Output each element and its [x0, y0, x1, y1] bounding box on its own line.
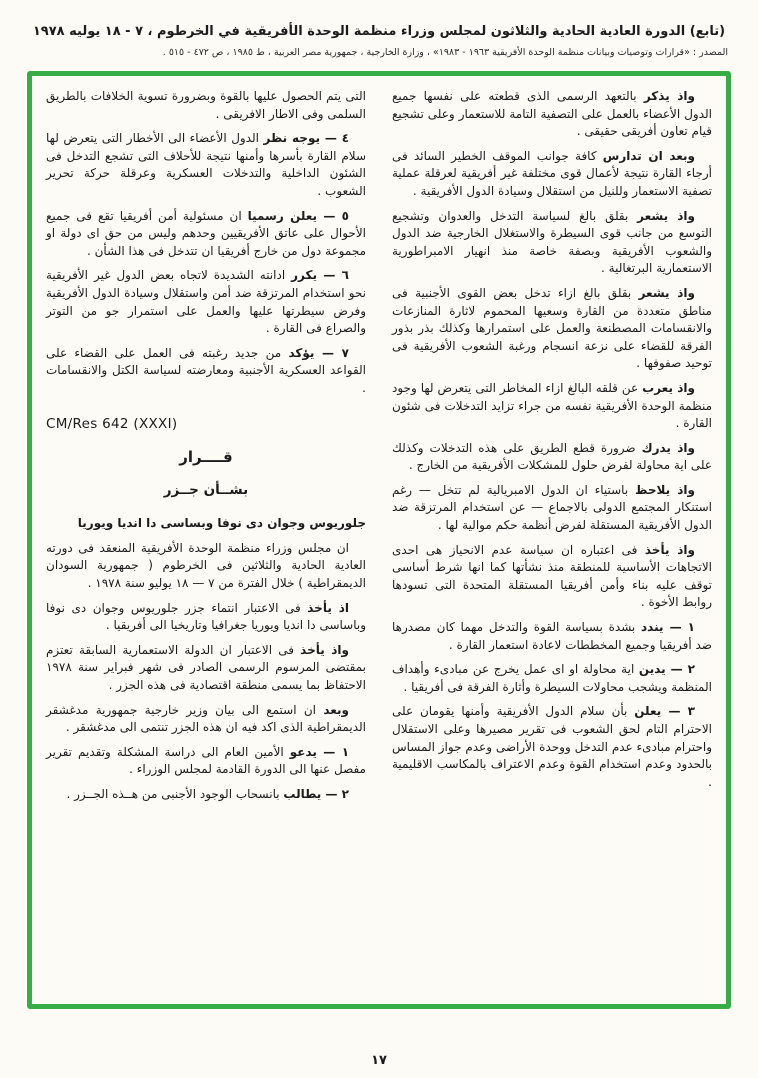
numbered-item: [46, 130, 366, 200]
paragraph-text: عن قلقه البالغ ازاء المخاطر التى يتعرض لها وجود منظمة الوحدة الأفريقية نفسه من جراء تزايد التدخلات فى شئون القارة .: [392, 380, 712, 431]
green-content-frame: [27, 71, 731, 1009]
paragraph-text: ضرورة قطع الطريق على هذه التدخلات وكذلك على اية محاولة لفرض حلول للمشكلات الأفريقية من الخارج .: [392, 440, 712, 473]
paragraph-text: الدول الأعضاء الى الأخطار التى يتعرض لها سلام القارة بأسرها وأمنها نتيجة للأحلاف التى تشجع التدخل فى الشئون الداخلية والتدخلات العسكرية وعرقلة حركة تحرير الشعوب .: [46, 131, 366, 198]
paragraph: [392, 208, 712, 278]
paragraph: [392, 88, 712, 141]
numbered-item: [392, 619, 712, 654]
paragraph-text: فى الاعتبار انتماء جزر جلوريوس وجوان دى نوفا وباساسى دا انديا ويوريا جغرافيا وتاريخيا الى أفريقيا .: [46, 600, 366, 633]
paragraph-lead: واذ يشعر: [638, 285, 695, 300]
paragraph-lead: ٦ — يكرر: [291, 268, 349, 283]
paragraph-text: الأمين العام الى دراسة المشكلة وتقديم تقرير مفصل عنها الى الدورة القادمة لمجلس الوزراء .: [46, 744, 366, 777]
paragraph: [46, 702, 366, 737]
paragraph-text: ان مجلس وزراء منظمة الوحدة الأفريقية المنعقد فى دورته العادية الحادية والثلاثين فى الخرطوم ( جمهورية السودان الديمقراطية ) خلال الفترة من ٧ — ١٨ يوليو سنة ١٩٧٨ .: [46, 540, 366, 591]
right-column: [392, 88, 712, 994]
page-number: ١٧: [371, 1053, 387, 1068]
paragraph-lead: واذ يأخذ: [300, 642, 350, 657]
paragraph: [392, 380, 712, 433]
paragraph-lead: ٢ — يطالب: [283, 787, 349, 801]
paragraph-text: كافة جوانب الموقف الخطير السائد فى أرجاء القارة نتيجة لأعمال قوى مختلفة غير أفريقية لعرقلة عملية تصفية الاستعمار وللنيل من استقلال وسيادة الدول الأفريقية .: [392, 148, 712, 198]
resolution-code: CM/Res 642 (XXXI): [46, 415, 178, 432]
page-header: [0, 0, 758, 58]
numbered-item: [392, 703, 712, 791]
paragraph-lead: واذ يشعر: [637, 208, 695, 223]
paragraph-text: بقلق بالغ ازاء تدخل بعض القوى الأجنبية فى مناطق متعددة من القارة وسعيها المحموم لاثارة المنازعات والانقسامات المصطنعة والعمل على استمرارها وكذلك بذر بذور الفرقة للقضاء على نزعة انسجام ورغبة الشعوب الأفريقية فى توحيد صفوفها .: [392, 285, 712, 371]
resolution-subheading: بشــأن جــزر: [163, 481, 249, 498]
paragraph-lead: واذ يلاحظ: [634, 482, 695, 497]
two-column-layout: [46, 88, 712, 994]
paragraph: [46, 88, 366, 123]
paragraph-lead: واذ يأخذ: [644, 542, 696, 557]
paragraph-text: ان استمع الى بيان وزير خارجية جمهورية مدغشقر الديمقراطية الذى اكد فيه ان هذه الجزر تنتمى الى مدغشقر .: [46, 702, 366, 735]
header-source: المصدر : «قرارات وتوصيات وبيانات منظمة الوحدة الأفريقية ١٩٦٣ - ١٩٨٣» ، وزارة الخارجية ، جمهورية مصر العربية ، ط ١٩٨٥ ، ص ٤٧٢ - ٥١٥ .: [162, 47, 728, 58]
paragraph-text: بأن سلام الدول الأفريقية وأمنها يقومان على الاحترام التام لحق الشعوب فى تقرير مصيرها وعلى الاستقلال واحترام مبادىء عدم التدخل ووحدة الأراضى وعدم جواز المساس بالحدود وعدم استخدام القوة وعدم الاعتراف بالمكاسب الاقليمية .: [392, 704, 712, 789]
header-title: (تابع) الدورة العادية الحادية والثلاثون لمجلس وزراء منظمة الوحدة الأفريقية في الخرطوم ، ٧ - ١٨ يوليه ١٩٧٨: [32, 24, 726, 39]
paragraph-text: باستياء ان الدول الامبريالية لم تتخل — رغم استنكار المجتمع الدولى بالاجماع — عن استخدام المرتزقة ضد الدول الأفريقية المستقلة لفرض أنظمة حكم موالية لها .: [392, 482, 712, 533]
left-column: [46, 88, 366, 994]
paragraph: [392, 148, 712, 201]
numbered-item: [46, 208, 366, 261]
paragraph-lead: وبعد ان تدارس: [602, 148, 695, 163]
paragraph-text: التى يتم الحصول عليها بالقوة وبضرورة تسوية الخلافات بالطريق السلمى وفى الاطار الافريقى .: [46, 89, 366, 121]
paragraph-text: ان مسئولية أمن أفريقيا تقع فى جميع الأحوال على عاتق الأفريقيين وحدهم وليس من حق اى دولة او مجموعة دول من خارج أفريقيا ان تتدخل فى هذا الشأن .: [46, 208, 366, 258]
paragraph: [392, 285, 712, 373]
paragraph-lead: ٧ — يؤكد: [288, 345, 349, 360]
paragraph-text: ادانته الشديدة لاتجاه بعض الدول غير الأفريقية نحو استخدام المرتزقة ضد أمن واستقلال وسيادة الدول الأفريقية وفرض سيطرتها عليها والعمل على استمرار جو من التوتر والصراع فى القارة .: [46, 268, 366, 336]
paragraph: [46, 600, 366, 635]
paragraph-lead: واذ يدرك: [641, 440, 695, 455]
paragraph-lead: ٤ — يوجه نظر: [263, 131, 350, 146]
paragraph-lead: واذ يذكر: [643, 89, 695, 103]
paragraph: [392, 542, 712, 612]
paragraph-text: اية محاولة او اى عمل يخرج عن مبادىء وأهداف المنظمة ويشجب محاولات السيطرة وأثارة الفرقة فى أفريقيا .: [392, 662, 712, 694]
paragraph-text: من جديد رغبته فى العمل على القضاء على القواعد العسكرية الأجنبية ومعارضته لسياسة الكتل والانقسامات .: [46, 345, 366, 395]
paragraph-text: بقلق بالغ لسياسة التدخل والعدوان وتشجيع التوسع من جانب قوى السيطرة والاستغلال الخارجية ضد الدول والشعوب الأفريقية وبصفة خاصة منذ انهيار الامبراطورية الاستعمارية البرتغالية .: [392, 208, 712, 276]
paragraph: [46, 642, 366, 695]
paragraph: [392, 440, 712, 475]
paragraph-text: فى الاعتبار ان الدولة الاستعمارية السابقة تعتزم بمقتضى المرسوم الرسمى الصادر فى شهر فبراير سنة ١٩٧٨ الاحتفاظ بما يسمى منطقة اقتصادية فى هذه الجزر .: [46, 642, 366, 693]
numbered-item: [392, 661, 712, 696]
paragraph-text: فى اعتباره ان سياسة عدم الانحياز هى احدى الاتجاهات الأساسية للمنطقة منذ نشأتها كما انها شرط أساسى توقف عليه بناء وأمن أفريقيا المستقلة المتحدة التى تسودها روابط الأخوة .: [392, 542, 712, 610]
paragraph: [392, 482, 712, 535]
paragraph-text: بالتعهد الرسمى الذى قطعته على نفسها جميع الدول الأعضاء بالعمل على التصفية التامة للاستعمار وعلى تشجيع قيام تعاون أفريقى حقيقى .: [392, 89, 712, 139]
paragraph-text: بانسحاب الوجود الأجنبى من هــذه الجــزر .: [66, 787, 284, 801]
paragraph-lead: ٣ — يعلن: [634, 704, 695, 719]
paragraph-lead: اذ يأخذ: [307, 600, 349, 615]
paragraph-lead: وبعد: [323, 702, 349, 717]
numbered-item: [46, 786, 366, 804]
resolution-heading: قــــرار: [179, 448, 233, 467]
paragraph-lead: ٢ — يدين: [638, 662, 695, 677]
numbered-item: [46, 267, 366, 337]
paragraph: [46, 540, 366, 593]
paragraph-lead: واذ يعرب: [642, 380, 695, 395]
numbered-item: [46, 744, 366, 779]
paragraph-lead: ١ — يندد: [640, 620, 695, 635]
resolution-subject-title: جلوريوس وجوان دى نوفا وبساسى دا انديا ويوريا: [77, 516, 366, 531]
numbered-item: [46, 345, 366, 398]
paragraph-text: بشدة بسياسة القوة والتدخل مهما كان مصدرها ضد أفريقيا وجميع المخططات لاعادة استعمار القارة .: [392, 620, 712, 652]
paragraph-lead: ١ — يدعو: [289, 744, 350, 759]
paragraph-lead: ٥ — يعلن رسميا: [247, 208, 349, 223]
